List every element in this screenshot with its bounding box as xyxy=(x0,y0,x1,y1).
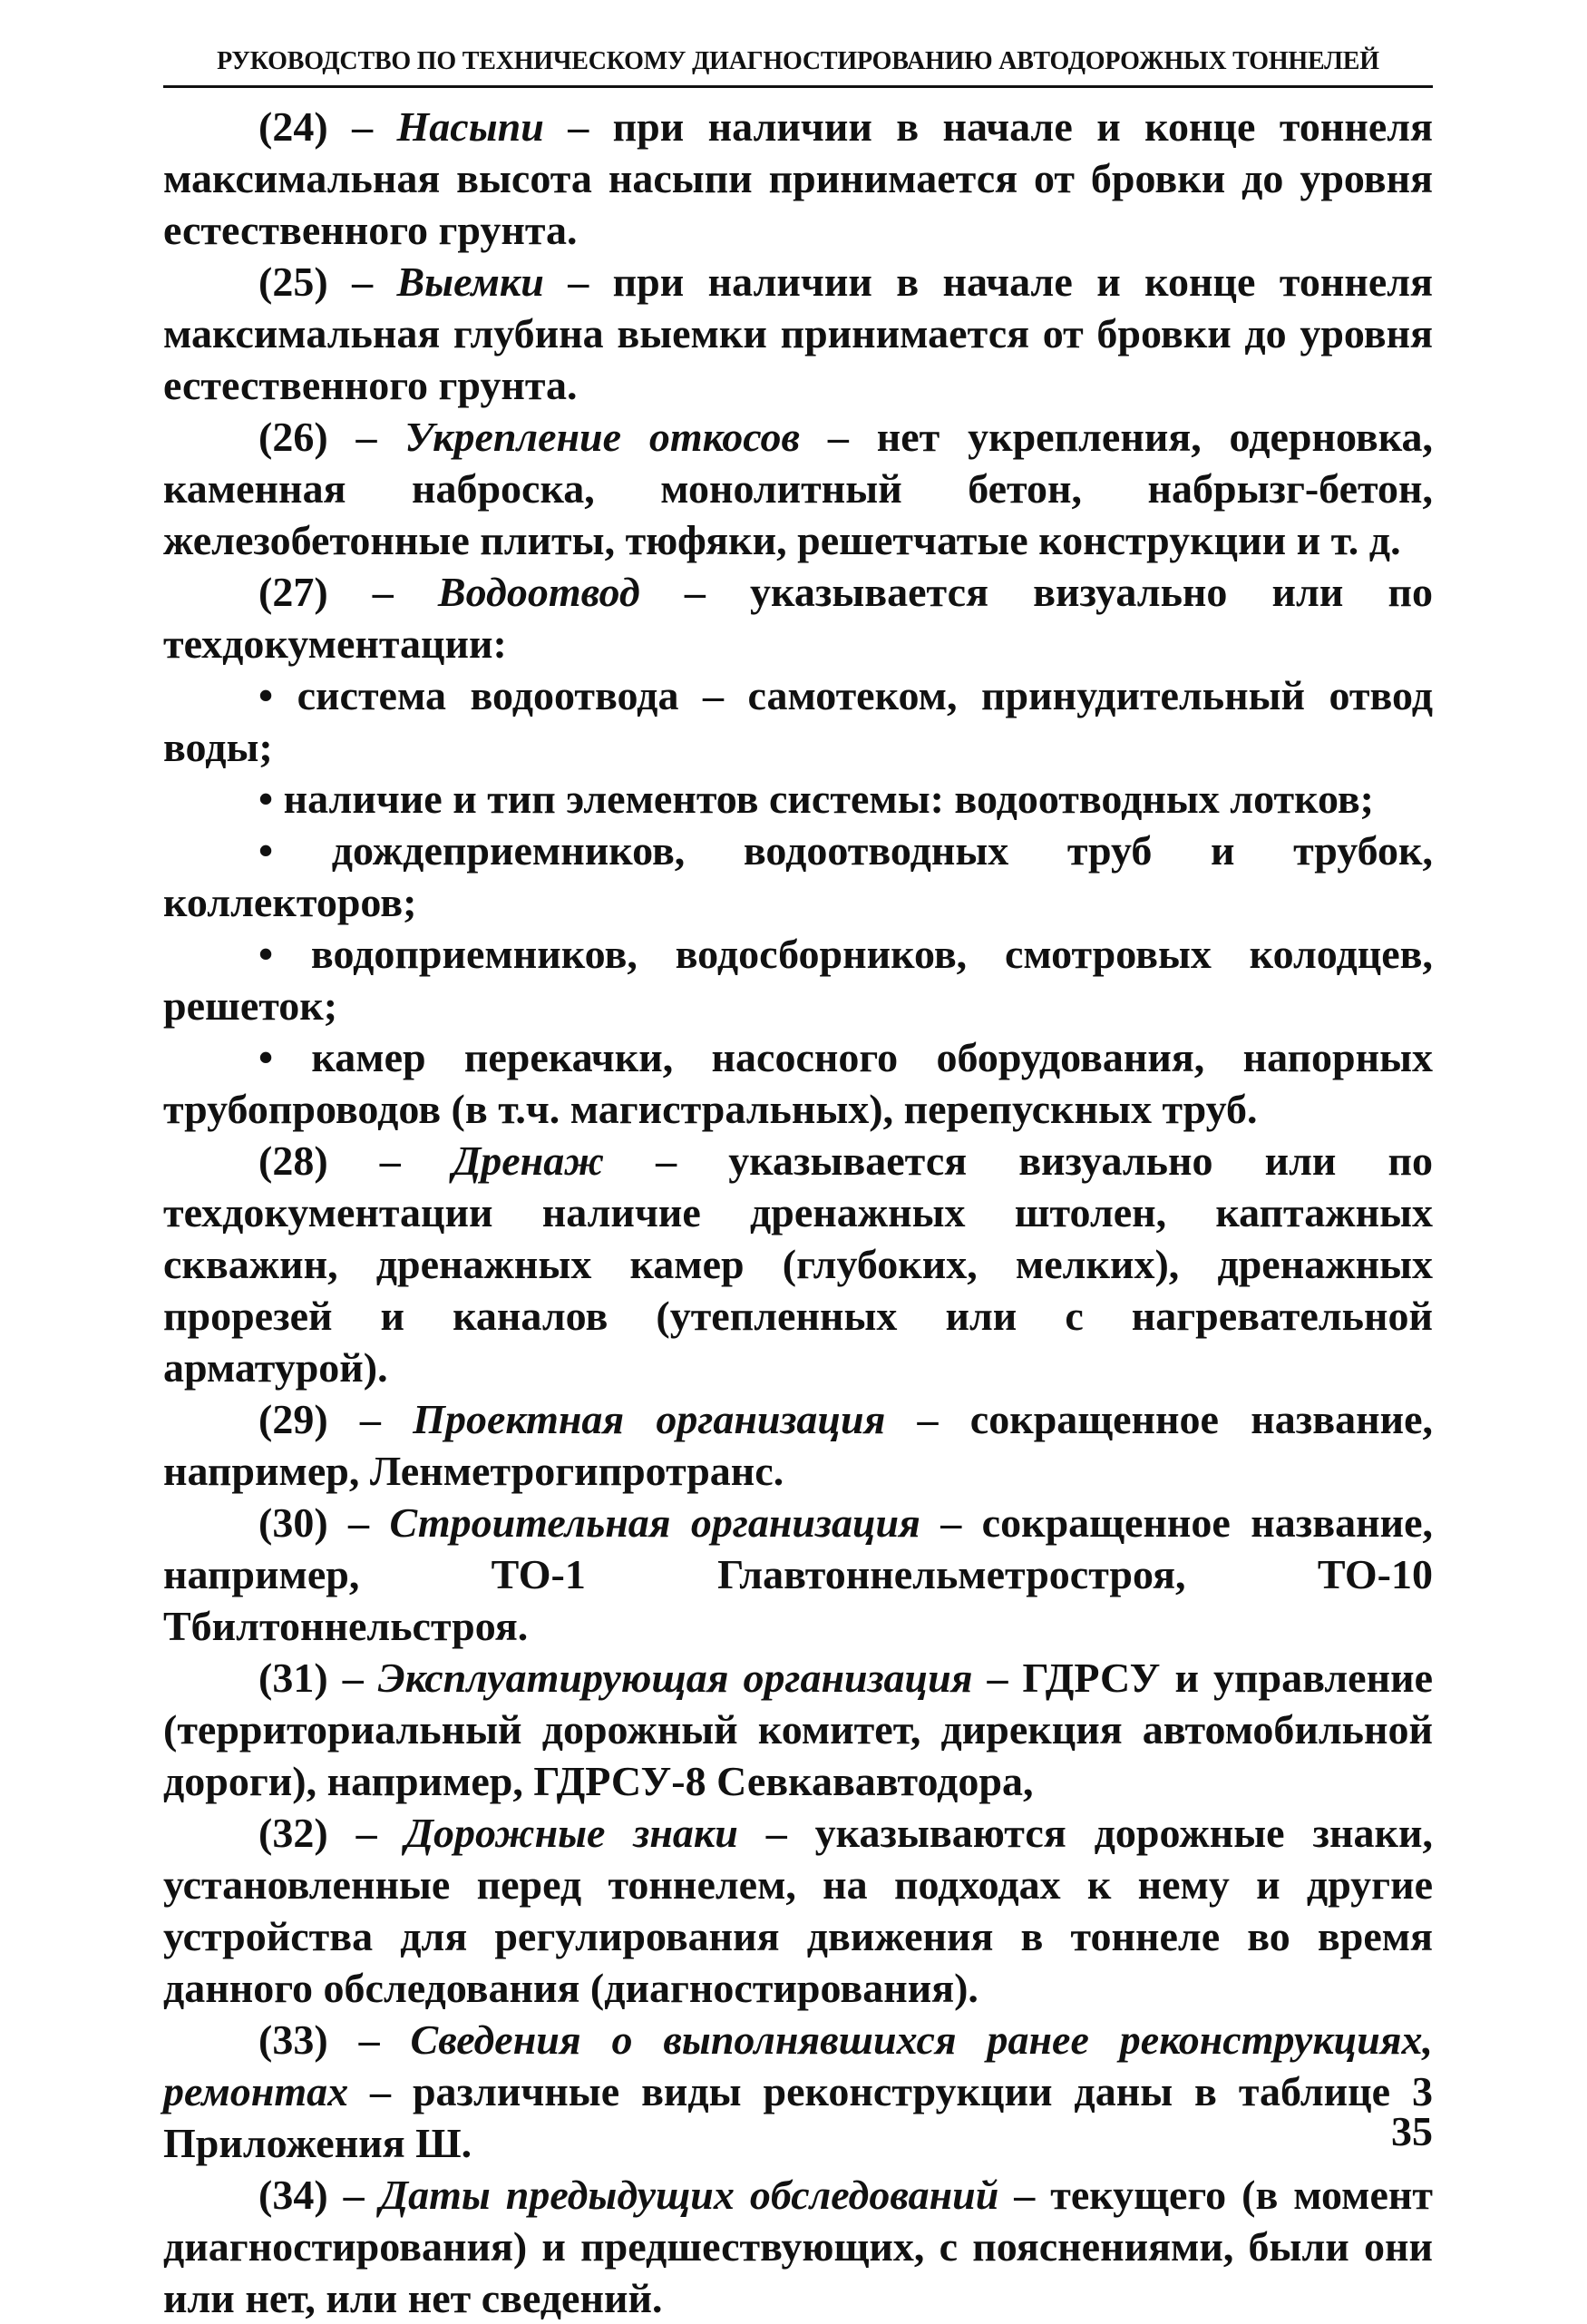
paragraph-25: (25) – Выемки – при наличии в начале и конце тоннеля максимальная глубина выемки принимается от бровки до уровня естественного грунта. xyxy=(163,259,1433,408)
term: Водоотвод xyxy=(437,569,640,615)
term: Эксплуатирующая организация xyxy=(377,1655,973,1701)
paragraph-34: (34) – Даты предыдущих обследований – текущего (в момент диагностирования) и предшествующих, с пояснениями, были они или нет, или нет сведений. xyxy=(163,2172,1434,2321)
paragraph-27: (27) – Водоотвод – указывается визуально или по техдокументации: xyxy=(163,569,1434,667)
paragraph-24: (24) – Насыпи – при наличии в начале и конце тоннеля максимальная высота насыпи принимается от бровки до уровня естественного грунта. xyxy=(163,103,1433,253)
term: Сведения о выполнявшихся ранее реконструкциях, ремонтах xyxy=(163,2016,1433,2114)
running-header: РУКОВОДСТВО ПО ТЕХНИЧЕСКОМУ ДИАГНОСТИРОВАНИЮ АВТОДОРОЖНЫХ ТОННЕЛЕЙ xyxy=(163,44,1433,88)
document-body xyxy=(163,101,1433,2324)
paragraph-33: (33) – Сведения о выполнявшихся ранее реконструкциях, ремонтах – различные виды реконструкции даны в таблице 3 Приложения Ш. xyxy=(163,2016,1433,2166)
paragraph-32: (32) – Дорожные знаки – указываются дорожные знаки, установленные перед тоннелем, на подходах к нему и другие устройства для регулирования движения в тоннеле во время данного обследования (диагностирования). xyxy=(163,1810,1433,2011)
term: Даты предыдущих обследований xyxy=(379,2172,999,2218)
page-number: 35 xyxy=(1391,2108,1433,2154)
term: Укрепление откосов xyxy=(404,414,801,460)
term: Дренаж xyxy=(452,1138,605,1184)
paragraph-26: (26) – Укрепление откосов – нет укрепления, одерновка, каменная наброска, монолитный бетон, набрызг-бетон, железобетонные плиты, тюфяки, решетчатые конструкции и т. д. xyxy=(163,414,1433,563)
list-item: • дождеприемников, водоотводных труб и трубок, коллекторов; xyxy=(163,827,1433,925)
paragraph-29: (29) – Проектная организация – сокращенное название, например, Ленметрогипротранс. xyxy=(163,1396,1433,1494)
paragraph-30: (30) – Строительная организация – сокращенное название, например, ТО-1 Главтоннельметростроя, ТО-10 Тбилтоннельстроя. xyxy=(163,1499,1434,1649)
document-page xyxy=(163,44,1434,2321)
list-item: • водоприемников, водосборников, смотровых колодцев, решеток; xyxy=(163,931,1433,1029)
paragraph-28: (28) – Дренаж – указывается визуально или по техдокументации наличие дренажных штолен, каптажных скважин, дренажных камер (глубоких, мелких), дренажных прорезей и каналов (утепленных или с нагревательной арматурой). xyxy=(163,1138,1434,1391)
list-item: • система водоотвода – самотеком, принудительный отвод воды; xyxy=(163,672,1433,770)
list-item: • наличие и тип элементов системы: водоотводных лотков; xyxy=(258,776,1374,822)
paragraph-31: (31) – Эксплуатирующая организация – ГДРСУ и управление (территориальный дорожный комитет, дирекция автомобильной дороги), например, ГДРСУ-8 Севкававтодора, xyxy=(163,1655,1433,1804)
term: Дорожные знаки xyxy=(404,1810,738,1856)
term: Насыпи xyxy=(396,103,544,150)
term: Проектная организация xyxy=(413,1396,886,1442)
term: Строительная организация xyxy=(389,1499,920,1546)
term: Выемки xyxy=(396,259,544,305)
list-item: • камер перекачки, насосного оборудования, напорных трубопроводов (в т.ч. магистральных), перепускных труб. xyxy=(163,1034,1433,1132)
